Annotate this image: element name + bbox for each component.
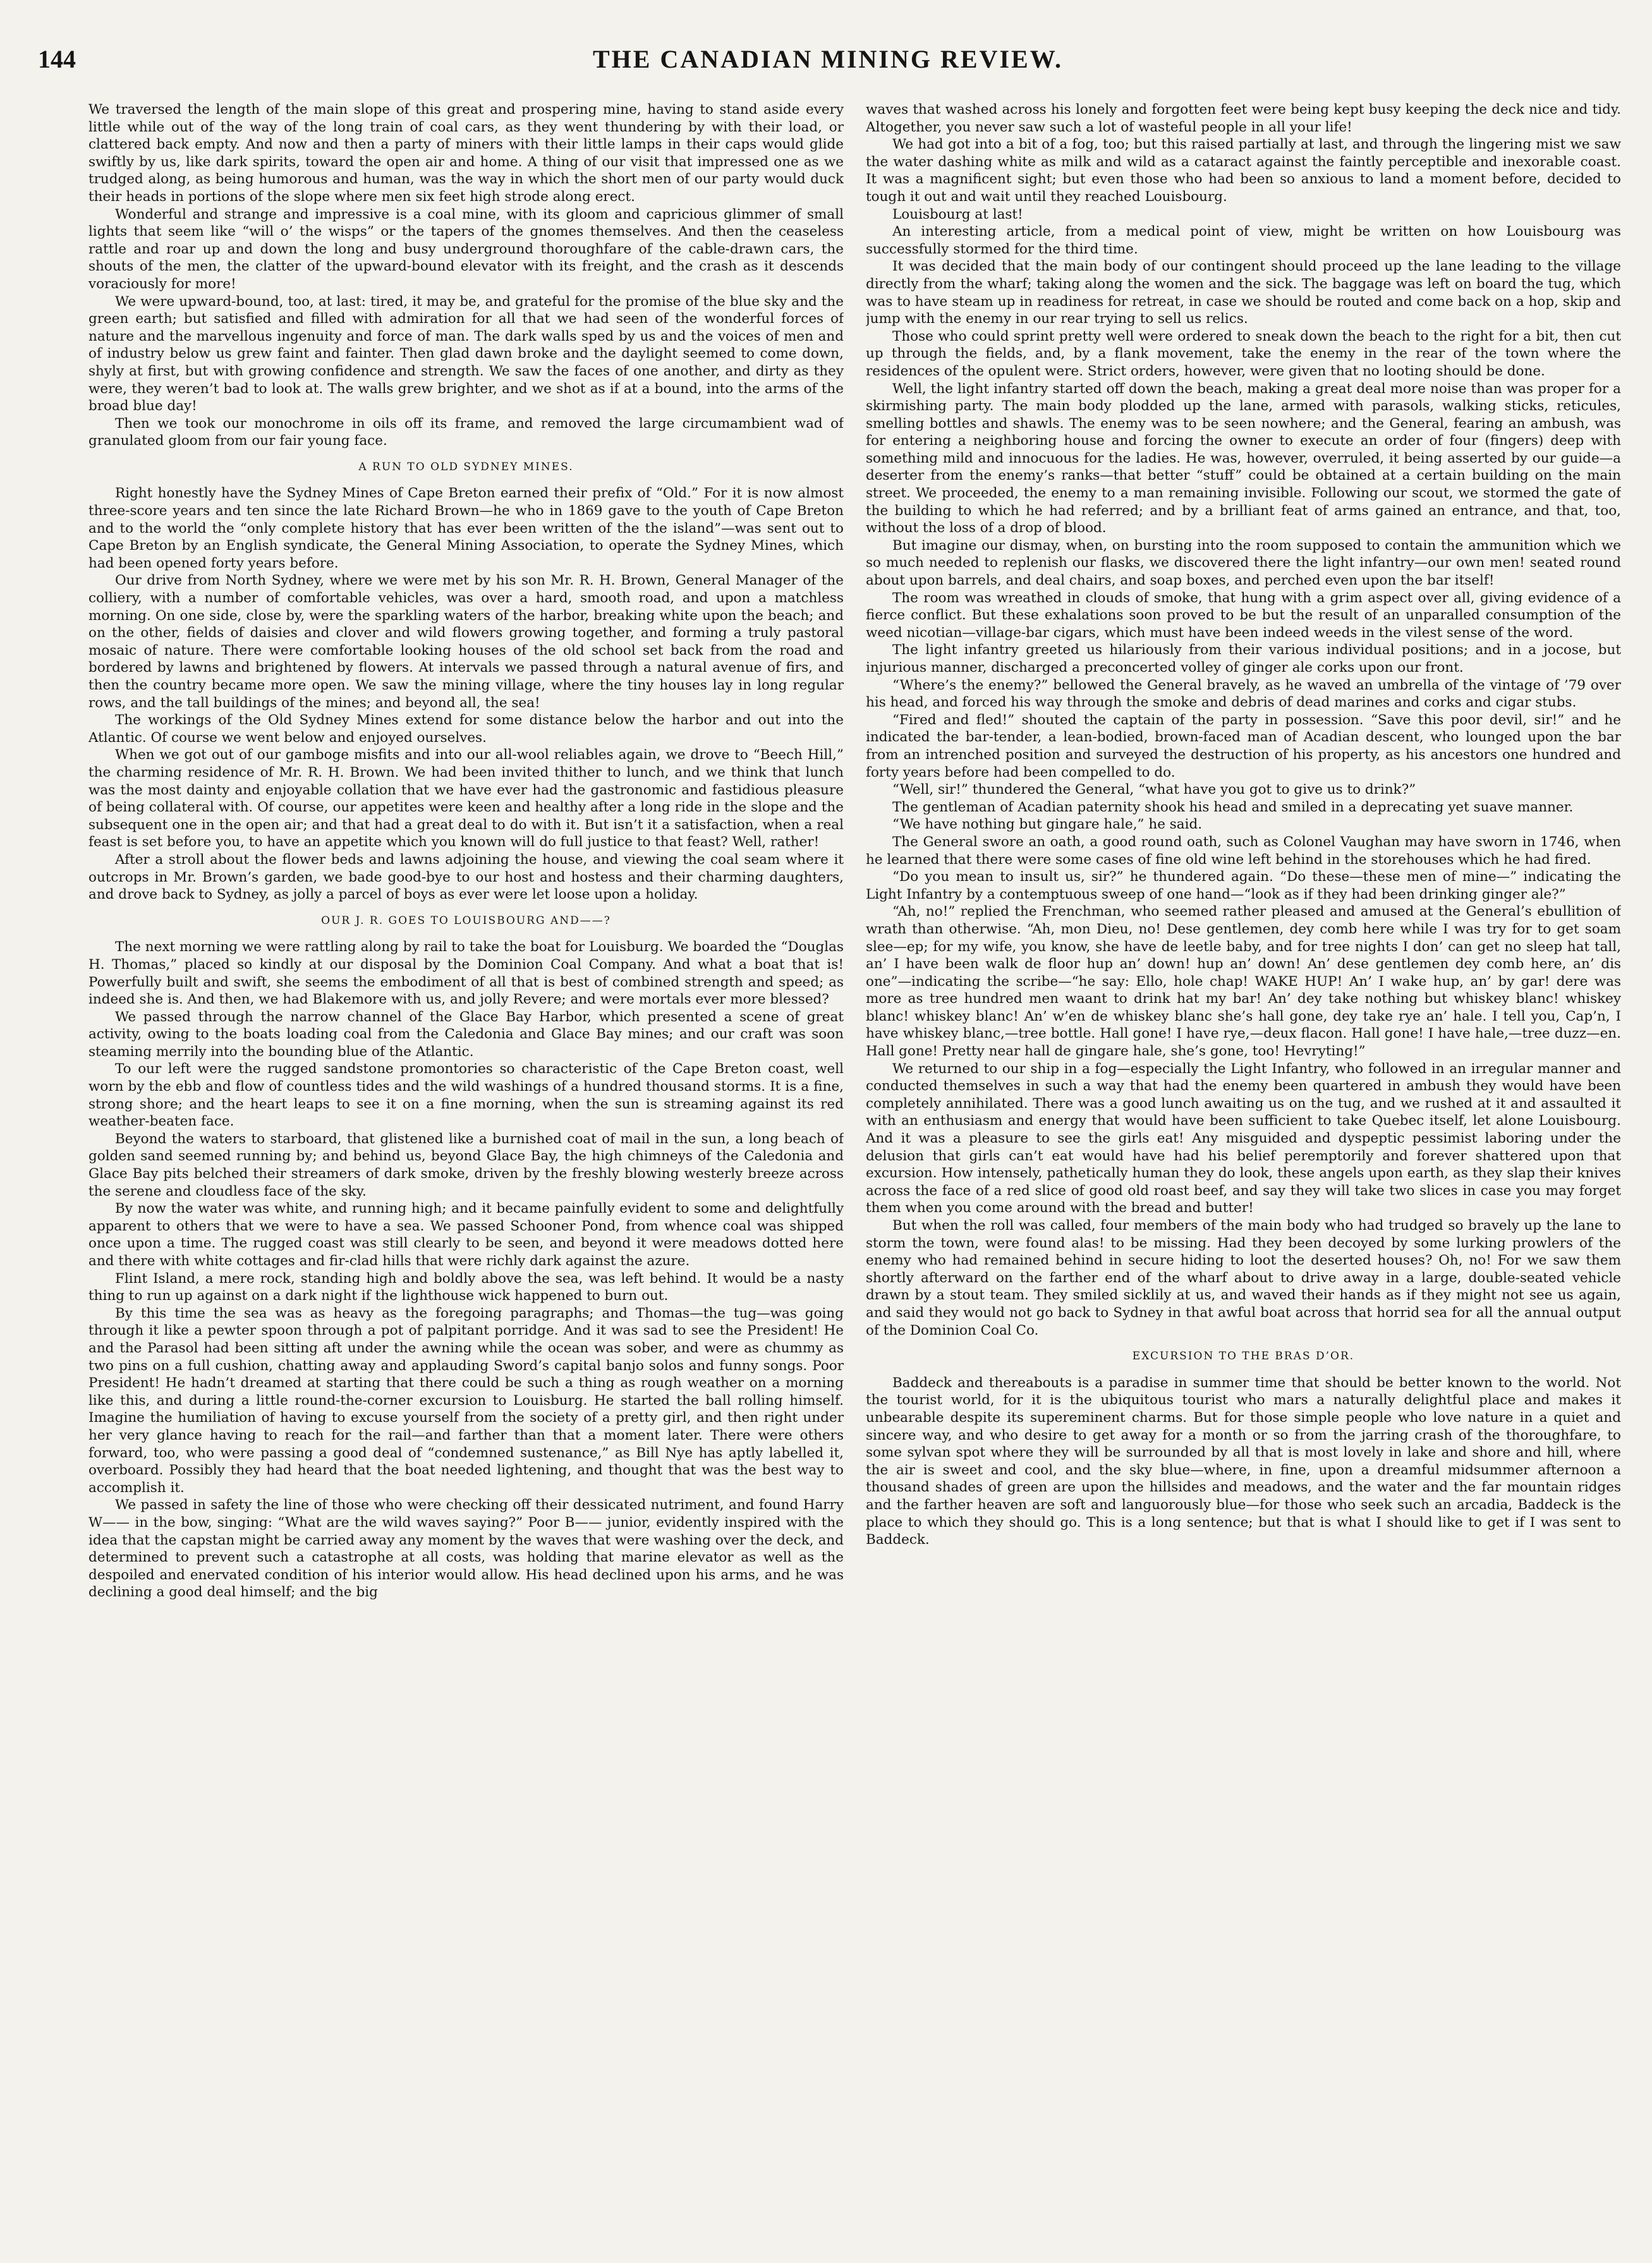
paragraph: We traversed the length of the main slope of this great and prospering mine, having to stand aside every little while out of the way of the long train of coal cars, as they went thundering by with their load, or clattered back empty. And now and then a party of miners with their little lamps in their caps would glide swiftly by us, like dark spirits, toward the open air and home. A thing of our visit that impressed one as we trudged along, as being humorous and human, was the way in which the short men of our party would duck their heads in portions of the slope where men six feet high strode along erect.	[88, 102, 844, 205]
paragraph: When we got out of our gamboge misfits and into our all-wool reliables again, we drove to “Beech Hill,” the charming residence of Mr. R. H. Brown. We had been invited thither to lunch, and we think that lunch was the most dainty and enjoyable collation that we have ever had the gastronomic and fastidious pleasure of being collateral with. Of course, our appetites were keen and healthy after a long ride in the slope and the subsequent one in the open air; and that had a great deal to do with it. But isn’t it a satisfaction, when a real feast is set before you, to have an appetite which you known will do full justice to that feast? Well, rather!	[88, 747, 844, 851]
paragraph: Our drive from North Sydney, where we were met by his son Mr. R. H. Brown, General Manager of the colliery, with a number of comfortable vehicles, was over a hard, smooth road, and upon a matchless morning. On one side, close by, were the sparkling waters of the harbor, breaking white upon the beach; and on the other, fields of daisies and clover and wild flowers growing together, and forming a truly pastoral mosaic of nature. There were comfortable looking houses of the old school set back from the road and bordered by lawns and brightened by flowers. At intervals we passed through a natural avenue of firs, and then the country became more open. We saw the mining village, where the tiny houses lay in long regular rows, and the tall buildings of the mines; and beyond all, the sea!	[88, 573, 844, 711]
paragraph: To our left were the rugged sandstone promontories so characteristic of the Cape Breton coast, well worn by the ebb and flow of countless tides and the wild washings of a hundred thousand storms. It is a fine, strong shore; and the heart leaps to see it on a fine morning, when the sun is streaming against its red weather-beaten face.	[88, 1061, 844, 1130]
paragraph: “Where’s the enemy?” bellowed the General bravely, as he waved an umbrella of the vintage of ’79 over his head, and forced his way through the smoke and debris of dead marines and corks and cigar stubs.	[866, 677, 1621, 711]
paragraph: The room was wreathed in clouds of smoke, that hung with a grim aspect over all, giving evidence of a fierce conflict. But these exhalations soon proved to be but the result of an unparalled consumption of the weed nicotian—village-bar cigars, which must have been indeed weeds in the vilest sense of the word.	[866, 590, 1621, 641]
paragraph: Flint Island, a mere rock, standing high and boldly above the sea, was left behind. It would be a nasty thing to run up against on a dark night if the lighthouse wick happened to burn out.	[88, 1270, 844, 1304]
paragraph: We were upward-bound, too, at last: tired, it may be, and grateful for the promise of the blue sky and the green earth; but satisfied and filled with admiration for all that we had seen of the wonderful forces of nature and the marvellous ingenuity and force of man. The dark walls sped by us and the voices of men and of industry below us grew faint and fainter. Then glad dawn broke and the daylight seemed to come down, shyly at first, but with growing confidence and strength. We saw the faces of one another, and dirty as they were, they weren’t bad to look at. The walls grew brighter, and we shot as if at a bound, into the arms of the broad blue day!	[88, 293, 844, 415]
paragraph: “Well, sir!” thundered the General, “what have you got to give us to drink?”	[892, 782, 1416, 798]
left-column	[88, 101, 844, 2212]
paragraph: The workings of the Old Sydney Mines extend for some distance below the harbor and out into the Atlantic. Of course we went below and enjoyed ourselves.	[88, 712, 844, 746]
paragraph: We passed through the narrow channel of the Glace Bay Harbor, which presented a scene of great activity, owing to the boats loading coal from the Caledonia and Glace Bay mines; and our craft was soon steaming merrily into the bounding blue of the Atlantic.	[88, 1009, 844, 1060]
section-heading: EXCURSION TO THE BRAS D’OR.	[1132, 1350, 1355, 1363]
paragraph: The gentleman of Acadian paternity shook his head and smiled in a deprecating yet suave manner.	[892, 799, 1574, 815]
paragraph: Baddeck and thereabouts is a paradise in summer time that should be better known to the world. Not the tourist world, for it is the ubiquitous tourist who mars a naturally delightful place and makes it unbearable despite its supereminent charms. But for those simple people who love nature in a quiet and sincere way, and who desire to get away for a month or so from the jarring crash of the thoroughfare, to some sylvan spot where they will be surrounded by all that is most lovely in lake and shore and hill, where the air is sweet and cool, and the sky blue—where, in fine, upon a dreamful midsummer afternoon a thousand shades of green are upon the hillsides and meadows, and the water and the far mountain ridges and the farther heaven are soft and languorously blue—for those who seek such an arcadia, Baddeck is the place to which they should go. This is a long sentence; but that is what I should like to get if I was sent to Baddeck.	[866, 1374, 1621, 1548]
paragraph: “Ah, no!” replied the Frenchman, who seemed rather pleased and amused at the General’s ebullition of wrath than otherwise. “Ah, mon Dieu, no! Dese gentlemen, dey comb here while I was try for to get soam slee—ep; for my wife, you know, she have de leetle baby, and for tree nights I don’ can get no sleep hat tall, an’ I have been walk de floor hup an’ down! hup an’ down! An’ dese gentlemen dey comb here, an’ dis one”—indicating the scribe—“he say: Ello, hole chap! WAKE HUP! An’ I wake hup, an’ by gar! dere was more as tree hundred men waant to drink hat my bar! An’ dey take nothing but whiskey blanc! whiskey blanc! whiskey blanc! An’ w’en de whiskey blanc she’s hall gone, dey take rye an’ hale. I tell you, Cap’n, I have whiskey blanc,—tree bottle. Hall gone! I have rye,—deux flacon. Hall gone! I have hale,—tree duzz—en. Hall gone! Pretty near hall de gingare hale, she’s gone, too! Hevryting!”	[866, 904, 1621, 1060]
paragraph: “We have nothing but gingare hale,” he said.	[892, 816, 1203, 833]
paragraph: We had got into a bit of a fog, too; but this raised partially at last, and through the lingering mist we saw the water dashing white as milk and wild as a cataract against the faintly perceptible and inexorable coast. It was a magnificent sight; but even those who had been so anxious to land a moment before, decided to tough it out and wait until they reached Louisbourg.	[866, 137, 1621, 205]
paragraph: By this time the sea was as heavy as the foregoing paragraphs; and Thomas—the tug—was going through it like a pewter spoon through a pot of palpitant porridge. And it was sad to see the President! He and the Parasol had been sitting aft under the awning while the ocean was sober, and were as chummy as two pins on a full cushion, chatting away and applauding Sword’s capital banjo solos and funny songs. Poor President! He hadn’t dreamed at starting that there could be such a thing as rough weather on a morning like this, and during a little round-the-corner excursion to Louisburg. He started the ball rolling himself. Imagine the humiliation of having to excuse yourself from the society of a pretty girl, and then right under her very glance having to reach for the rail—and farther than that a moment later. There were others forward, too, who were passing a good deal of “condemned sustenance,” as Bill Nye has aptly labelled it, overboard. Possibly they had heard that the boat needed lightening, and thought that was the best way to accomplish it.	[88, 1305, 844, 1496]
right-column	[866, 101, 1621, 2212]
paragraph: An interesting article, from a medical point of view, might be written on how Louisbourg was successfully stormed for the third time.	[866, 224, 1621, 257]
paragraph: Beyond the waters to starboard, that glistened like a burnished coat of mail in the sun, a long beach of golden sand seemed running by; and behind us, beyond Glace Bay, the high chimneys of the Caledonia and Glace Bay pits belched their streamers of dark smoke, driven by the freshly blowing westerly breeze across the serene and cloudless face of the sky.	[88, 1131, 844, 1199]
journal-title: THE CANADIAN MINING REVIEW.	[592, 45, 1064, 73]
paragraph: The light infantry greeted us hilariously from their various individual positions; and in a jocose, but injurious manner, discharged a preconcerted volley of ginger ale corks upon our front.	[866, 642, 1621, 676]
page-header	[38, 44, 1618, 82]
paragraph: Wonderful and strange and impressive is a coal mine, with its gloom and capricious glimmer of small lights that seem like “will o’ the wisps” or the tapers of the gnomes themselves. And then the ceaseless rattle and roar up and down the long and busy underground thoroughfare of the cable-drawn cars, the shouts of the men, the clatter of the upward-bound elevator with its freight, and the crash as it descends voraciously for more!	[88, 206, 844, 292]
paragraph: The General swore an oath, a good round oath, such as Colonel Vaughan may have sworn in 1746, when he learned that there were some cases of fine old wine left behind in the storehouses which he had fired.	[866, 834, 1621, 868]
paragraph: We passed in safety the line of those who were checking off their dessicated nutriment, and found Harry W—— in the bow, singing: “What are the wild waves saying?” Poor B—— junior, evidently inspired with the idea that the capstan might be carried away any moment by the waves that were washing over the deck, and determined to prevent such a catastrophe at all costs, was holding that marine elevator as well as the despoiled and enervated condition of his interior would allow. His head declined upon his arms, and he was declining a good deal himself; and the big	[88, 1497, 844, 1601]
paragraph: By now the water was white, and running high; and it became painfully evident to some and delightfully apparent to others that we were to have a sea. We passed Schooner Pond, from whence coal was shipped once upon a time. The rugged coast was still clearly to be seen, and beyond it were meadows dotted here and there with white cottages and fir-clad hills that were richly dark against the azure.	[88, 1201, 844, 1269]
paragraph: The next morning we were rattling along by rail to take the boat for Louisburg. We boarded the “Douglas H. Thomas,” placed so kindly at our disposal by the Dominion Coal Company. And what a boat that is! Powerfully built and swift, she seems the embodiment of all that is best of combined strength and speed; as indeed she is. And then, we had Blakemore with us, and jolly Revere; and were mortals ever more blessed?	[88, 939, 844, 1008]
section-heading: OUR J. R. GOES TO LOUISBOURG AND——?	[321, 914, 611, 927]
paragraph: “Fired and fled!” shouted the captain of the party in possession. “Save this poor devil, sir!” and he indicated the bar-tender, a lean-bodied, brown-faced man of Acadian descent, who lounged upon the bar from an intrenched position and surveyed the destruction of his property, as his ancestors one hundred and forty years before had been compelled to do.	[866, 712, 1621, 780]
paragraph: We returned to our ship in a fog—especially the Light Infantry, who followed in an irregular manner and conducted themselves in such a way that had the enemy been quartered in ambush they would have been completely annihilated. There was a good lunch awaiting us on the tug, and we rushed at it and assaulted it with an enthusiasm and energy that would have been sufficient to take Quebec itself, let alone Louisbourg. And it was a pleasure to see the girls eat! Any misguided and dyspeptic pessimist laboring under the delusion that girls can’t eat would have had his belief peremptorily and forever shattered upon that excursion. How intensely, pathetically human they do look, these angels upon earth, as they slap their knives across the face of a red slice of good old roast beef, and say they will take two slices in case you may forget them when you come around with the bread and butter!	[866, 1060, 1621, 1216]
paragraph: Right honestly have the Sydney Mines of Cape Breton earned their prefix of “Old.” For it is now almost three-score years and ten since the late Richard Brown—he who in 1869 gave to the youth of Cape Breton and to the world the “only complete history that has ever been written of the the island”—was sent out to Cape Breton by an English syndicate, the General Mining Association, to operate the Sydney Mines, which had been opened forty years before.	[88, 485, 844, 571]
paragraph: Then we took our monochrome in oils off its frame, and removed the large circumambient wad of granulated gloom from our fair young face.	[88, 415, 844, 449]
paragraph: Louisbourg at last!	[892, 206, 1023, 222]
paragraph: “Do you mean to insult us, sir?” he thundered again. “Do these—these men of mine—” indicating the Light Infantry by a contemptuous sweep of one hand—“look as if they had been drinking ginger ale?”	[866, 869, 1621, 902]
section-heading: A RUN TO OLD SYDNEY MINES.	[358, 460, 574, 473]
paragraph: Those who could sprint pretty well were ordered to sneak down the beach to the right for a bit, then cut up through the fields, and, by a flank movement, take the enemy in the rear of the town where the residences of the opulent were. Strict orders, however, were given that no looting should be done.	[866, 328, 1621, 379]
page-number: 144	[38, 45, 76, 73]
paragraph: But when the roll was called, four members of the main body who had trudged so bravely up the lane to storm the town, were found alas! to be missing. Had they been decoyed by some lurking prowlers of the enemy who had remained behind in secure hiding to loot the deserted houses? Oh, no! For we saw them shortly afterward on the farther end of the wharf about to drive away in a large, double-seated vehicle drawn by a stout team. They smiled sicklily at us, and waved their hands as if they might not see us again, and said they would not go back to Sydney in that awful boat across that horrid sea for all the annual output of the Dominion Coal Co.	[866, 1218, 1621, 1338]
paragraph: Well, the light infantry started off down the beach, making a great deal more noise than was proper for a skirmishing party. The main body plodded up the lane, armed with parasols, walking sticks, reticules, smelling bottles and shawls. The enemy was to be seen nowhere; and the General, fearing an ambush, was for entering a neighboring house and forcing the owner to execute an order of four (fingers) deep with something mild and innocuous for the ladies. He was, however, overruled, it being asserted by our guide—a deserter from the enemy’s ranks—that better “stuff” could be obtained at a certain building on the main street. We proceeded, the enemy to a man remaining invisible. Following our scout, we stormed the gate of the building to which he had referred; and by a brilliant feat of arms gained an entrance, and that, too, without the loss of a drop of blood.	[866, 380, 1621, 537]
paragraph: After a stroll about the flower beds and lawns adjoining the house, and viewing the coal seam where it outcrops in Mr. Brown’s garden, we bade good-bye to our host and hostess and their charming daughters, and drove back to Sydney, as jolly a parcel of boys as ever were let loose upon a holiday.	[88, 851, 844, 903]
paragraph: But imagine our dismay, when, on bursting into the room supposed to contain the ammunition which we so much needed to replenish our flasks, we discovered there the light infantry—our own men! seated round about upon barrels, and deal chairs, and soap boxes, and perched even upon the bar itself!	[866, 537, 1621, 589]
paragraph: waves that washed across his lonely and forgotten feet were being kept busy keeping the deck nice and tidy. Altogether, you never saw such a lot of wasteful people in all your life!	[866, 102, 1621, 135]
paragraph: It was decided that the main body of our contingent should proceed up the lane leading to the village directly from the wharf; taking along the women and the sick. The baggage was left on board the tug, which was to have steam up in readiness for retreat, in case we should be routed and come back on a hop, skip and jump with the enemy in our rear trying to sell us relics.	[866, 258, 1621, 327]
